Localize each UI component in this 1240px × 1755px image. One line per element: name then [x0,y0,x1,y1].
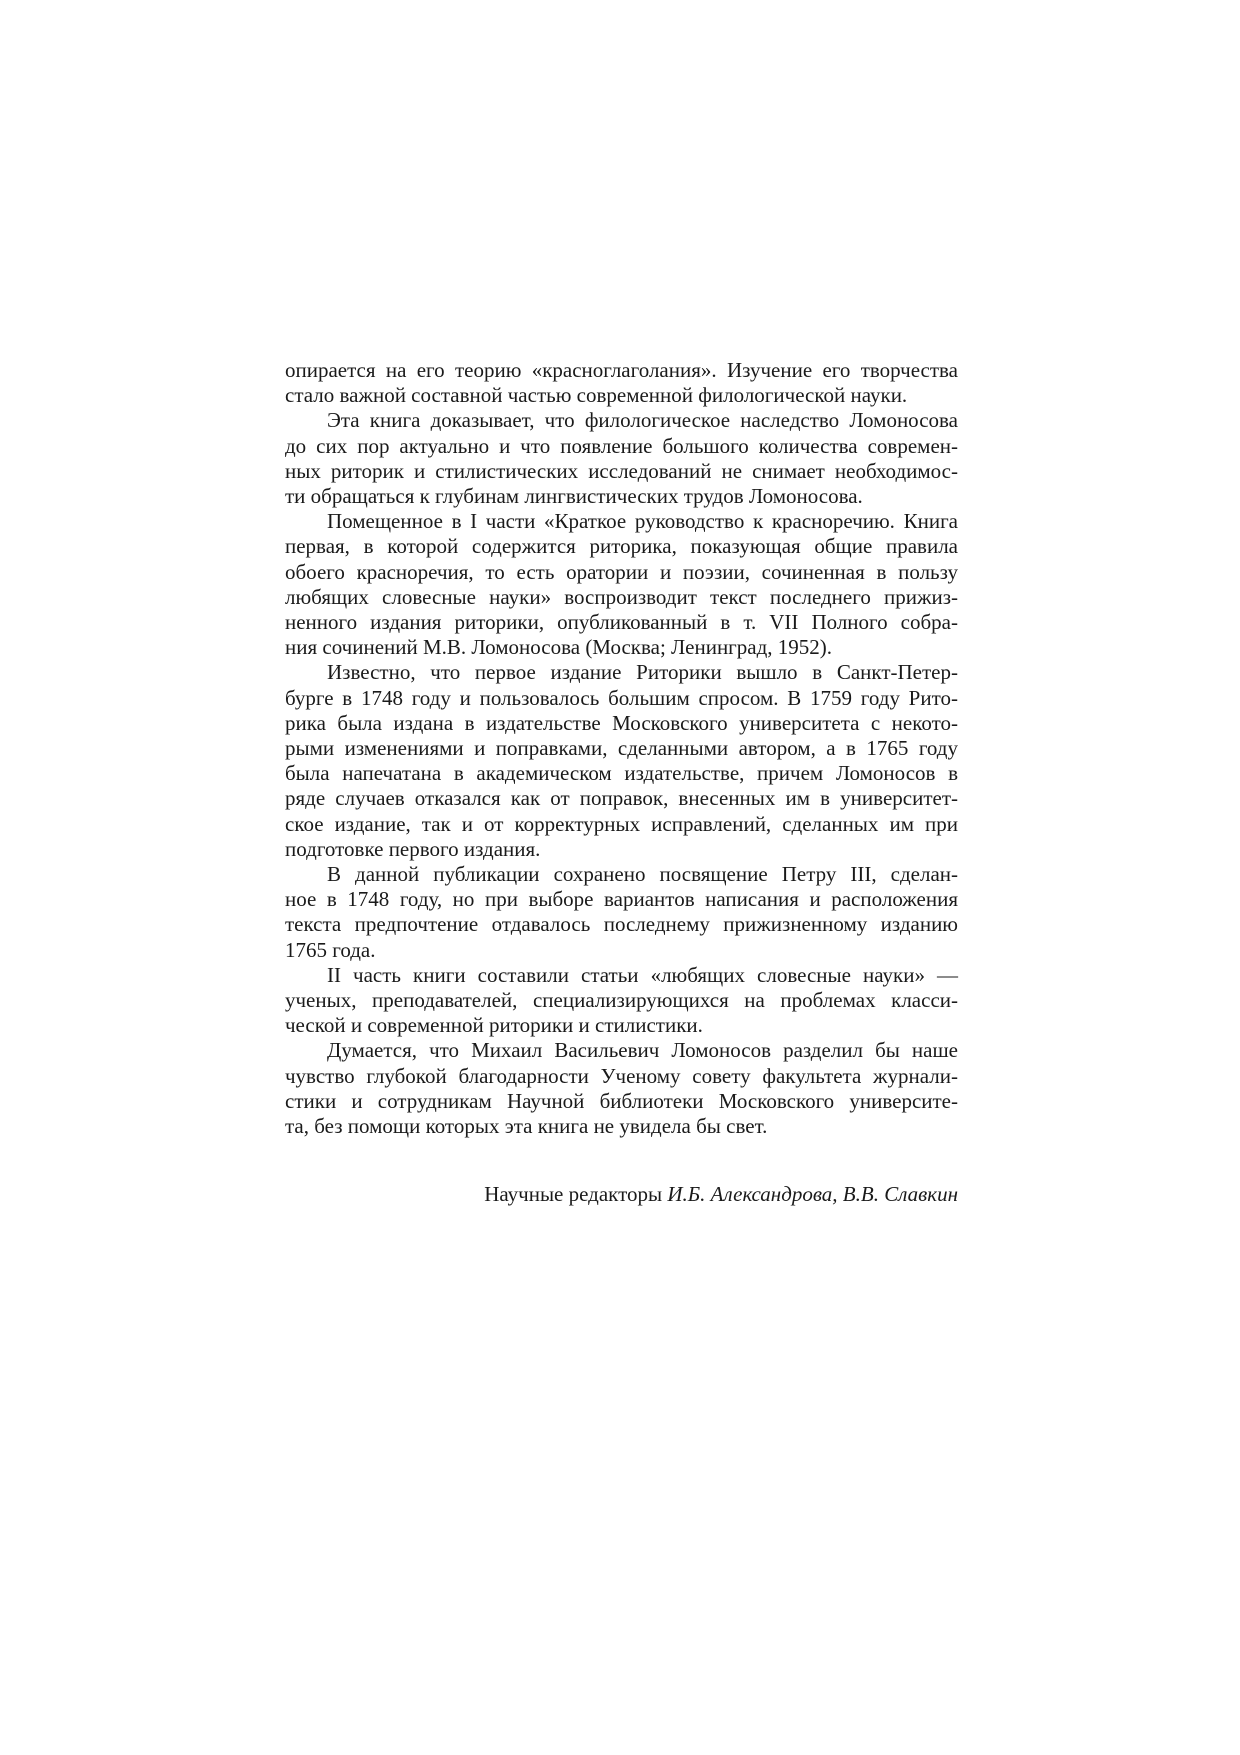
text-line: ученых, преподавателей, специализирующихся на проблемах класси- [285,988,958,1013]
text-line: до сих пор актуально и что появление большого количества современ- [285,433,958,458]
text-line: рыми изменениями и поправками, сделанными автором, а в 1765 году [285,736,958,761]
text-line: стики и сотрудникам Научной библиотеки Московского университе- [285,1088,958,1113]
text-line: ряде случаев отказался как от поправок, внесенных им в университет- [285,786,958,811]
paragraph-2 [285,408,958,509]
text-line: 1765 года. [285,937,376,962]
text-line: В данной публикации сохранено посвящение Петру III, сделан- [327,862,958,887]
text-line: Помещенное в I части «Краткое руководство к красноречию. Книга [327,509,958,534]
text-line: та, без помощи которых эта книга не увидела бы свет. [285,1114,768,1139]
text-line: бурге в 1748 году и пользовалось большим спросом. В 1759 году Рито- [285,685,958,710]
text-line: ненного издания риторики, опубликованный в т. VII Полного собра- [285,610,958,635]
paragraph-5 [285,862,958,963]
text-line: Эта книга доказывает, что филологическое наследство Ломоносова [327,408,958,433]
text-line: ния сочинений М.В. Ломоносова (Москва; Ленинград, 1952). [285,635,833,660]
text-line: ское издание, так и от корректурных исправлений, сделанных им при [285,811,958,836]
text-line: первая, в которой содержится риторика, показующая общие правила [285,534,958,559]
paragraph-7 [285,1038,958,1139]
text-line: любящих словесные науки» воспроизводит текст последнего прижиз- [285,584,958,609]
text-line: опирается на его теорию «красноглаголания». Изучение его творчества [285,358,958,382]
text-line: ных риторик и стилистических исследований не снимает необходимос- [285,458,958,483]
text-line: текста предпочтение отдавалось последнему прижизненному изданию [285,912,958,937]
text-line: чувство глубокой благодарности Ученому совету факультета журнали- [285,1063,958,1088]
paragraph-3 [285,509,958,660]
text-line: ти обращаться к глубинам лингвистических трудов Ломоносова. [285,484,863,509]
text-line: подготовке первого издания. [285,836,541,861]
signature-prefix: Научные редакторы [484,1182,663,1206]
text-line: была напечатана в академическом издательстве, причем Ломоносов в [285,761,958,786]
text-line: Известно, что первое издание Риторики вышло в Санкт-Петер- [327,660,958,685]
body-text [285,358,958,1139]
paragraph-6 [285,963,958,1039]
text-line: стало важной составной частью современной филологической науки. [285,383,908,408]
text-line: II часть книги составили статьи «любящих словесные науки» — [327,962,958,987]
text-line: ное в 1748 году, но при выборе вариантов написания и расположения [285,887,958,912]
paragraph-4 [285,660,958,862]
text-line: обоего красноречия, то есть оратории и поэзии, сочиненная в пользу [285,559,958,584]
paragraph-1 [285,358,958,408]
text-line: Думается, что Михаил Васильевич Ломоносов разделил бы наше [327,1038,958,1063]
text-line: рика была издана в издательстве Московского университета с некото- [285,710,958,735]
text-line: ческой и современной риторики и стилистики. [285,1013,703,1038]
editors-signature [285,1182,958,1207]
editor-names: И.Б. Александрова, В.В. Славкин [667,1182,958,1206]
